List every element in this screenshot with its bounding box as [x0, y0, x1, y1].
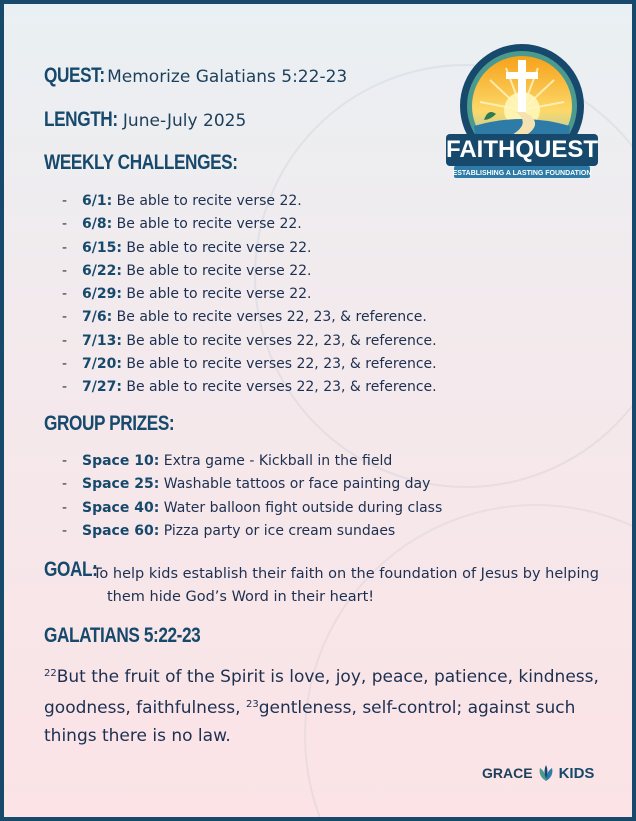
group-prizes-list	[62, 450, 442, 543]
faithquest-logo	[440, 40, 604, 188]
list-item: - 7/13: Be able to recite verses 22, 23, & reference.	[62, 332, 437, 349]
weekly-challenges-list	[62, 190, 437, 400]
goal-block	[44, 558, 604, 605]
galatians-heading: GALATIANS 5:22-23	[44, 624, 201, 647]
group-prizes-heading: GROUP PRIZES:	[44, 412, 175, 435]
logo-title: FAITHQUEST	[445, 136, 599, 163]
list-item: - 6/1: Be able to recite verse 22.	[62, 193, 302, 209]
length-label: LENGTH:	[44, 108, 118, 131]
logo-tagline: ESTABLISHING A LASTING FOUNDATION	[452, 170, 592, 177]
scripture-text: $^{22}$But the fruit of the Spirit is love, joy, peace, patience, kindness, goodness, faithfulness, $^{23}$gentleness, self-control; against such things there is no law.	[44, 667, 599, 746]
length-line	[44, 108, 246, 132]
list-item: - 6/8: Be able to recite verse 22.	[62, 216, 302, 233]
list-item: - 7/20: Be able to recite verses 22, 23, & reference.	[62, 356, 437, 373]
list-item: - Space 60: Pizza party or ice cream sundaes	[62, 522, 396, 539]
goal-text: To help kids establish their faith on the foundation of Jesus by helping them hide God’s Word in their heart!	[93, 566, 599, 605]
list-item: - 7/27: Be able to recite verses 22, 23, & reference.	[62, 379, 437, 396]
quest-line	[44, 64, 347, 88]
quest-value: Memorize Galatians 5:22-23	[107, 67, 348, 87]
verse-number: 23	[245, 699, 259, 710]
list-item: - Space 10: Extra game - Kickball in the field	[62, 453, 393, 469]
goal-label: GOAL:	[44, 558, 98, 581]
list-item: - 6/22: Be able to recite verse 22.	[62, 262, 312, 279]
list-item: - Space 25: Washable tattoos or face painting day	[62, 476, 431, 493]
quest-label: QUEST:	[44, 64, 105, 87]
list-item: - Space 40: Water balloon fight outside during class	[62, 499, 443, 516]
verse-number: 22	[44, 668, 57, 679]
weekly-challenges-heading: WEEKLY CHALLENGES:	[44, 151, 238, 174]
list-item: - 6/29: Be able to recite verse 22.	[62, 286, 312, 303]
leaf-icon	[536, 764, 556, 782]
list-item: - 7/6: Be able to recite verses 22, 23, & reference.	[62, 309, 427, 326]
grace-kids-logo: GRACE KIDS	[482, 765, 595, 782]
list-item: - 6/15: Be able to recite verse 22.	[62, 239, 312, 256]
length-value: June-July 2025	[122, 111, 247, 131]
